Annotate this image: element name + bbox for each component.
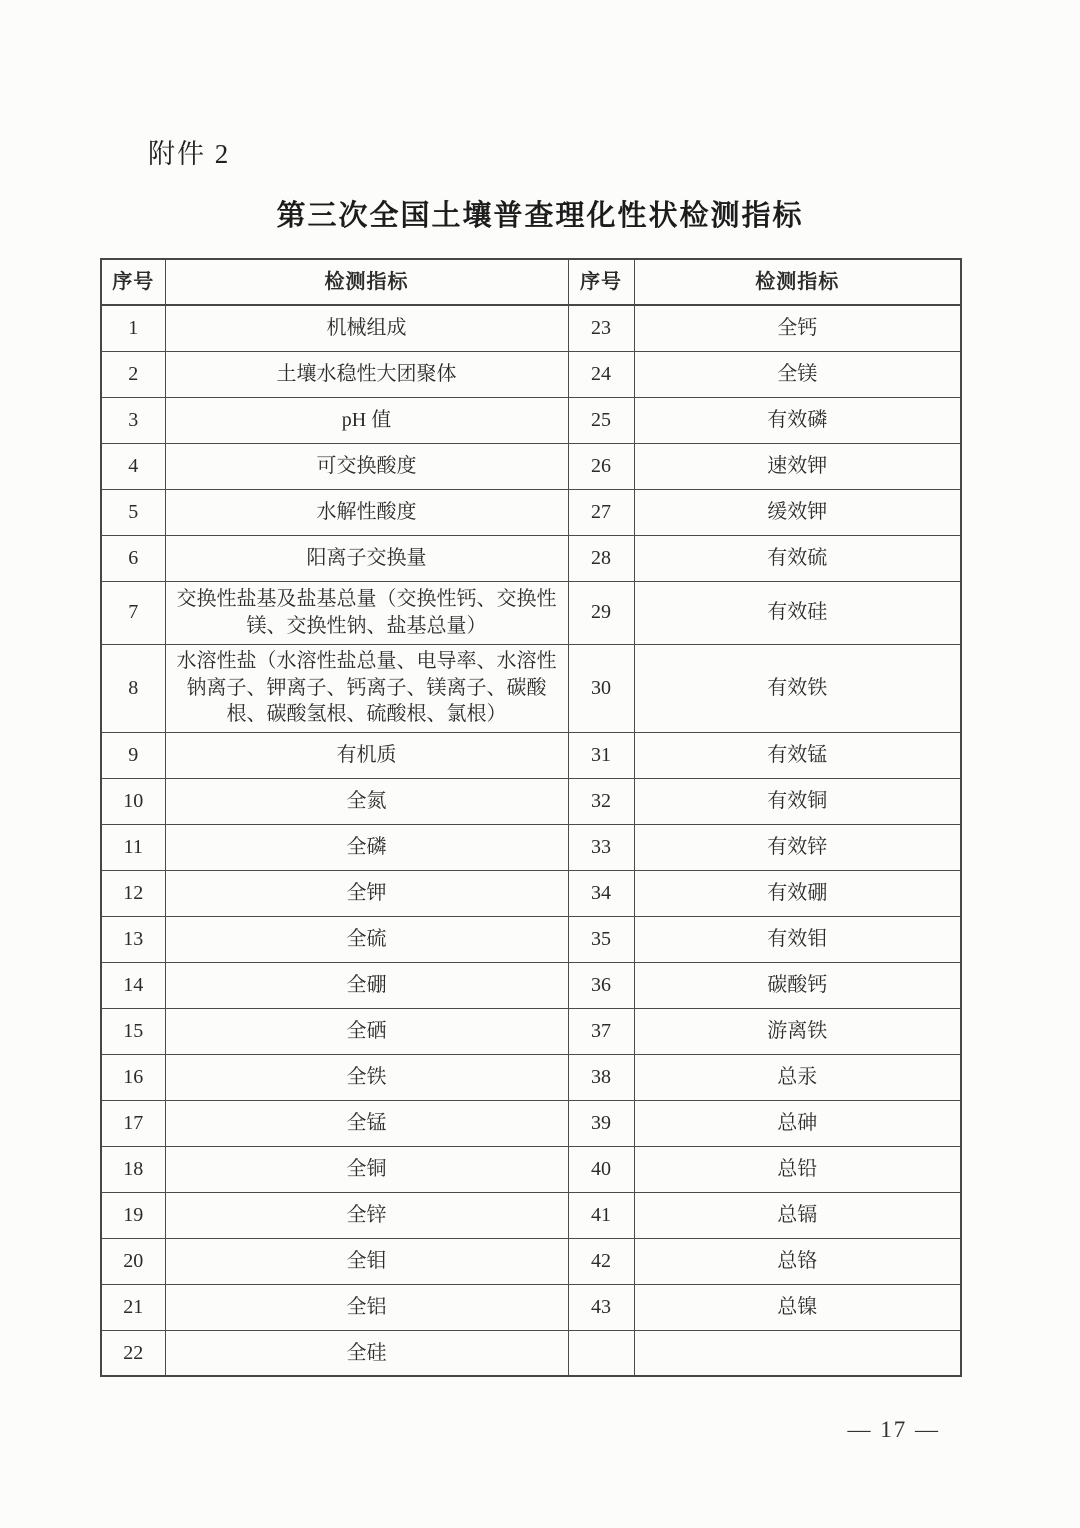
table-row bbox=[101, 305, 961, 351]
table-row bbox=[101, 1284, 961, 1330]
indicator-cell: 机械组成 bbox=[165, 305, 568, 351]
row-number-cell: 14 bbox=[101, 962, 165, 1008]
indicator-cell: pH 值 bbox=[165, 397, 568, 443]
page-title: 第三次全国土壤普查理化性状检测指标 bbox=[276, 200, 804, 232]
indicator-cell: 阳离子交换量 bbox=[165, 535, 568, 581]
row-number-cell: 3 bbox=[101, 397, 165, 443]
row-number-cell: 23 bbox=[568, 305, 634, 351]
table-row bbox=[101, 581, 961, 644]
table-row bbox=[101, 824, 961, 870]
row-number-cell: 28 bbox=[568, 535, 634, 581]
indicator-cell: 有效钼 bbox=[634, 916, 961, 962]
indicator-cell: 可交换酸度 bbox=[165, 443, 568, 489]
indicator-cell: 全磷 bbox=[165, 824, 568, 870]
table-row bbox=[101, 535, 961, 581]
row-number-cell: 15 bbox=[101, 1008, 165, 1054]
indicator-cell: 全铜 bbox=[165, 1146, 568, 1192]
row-number-cell: 33 bbox=[568, 824, 634, 870]
row-number-cell: 27 bbox=[568, 489, 634, 535]
table-row bbox=[101, 1100, 961, 1146]
table-row bbox=[101, 644, 961, 732]
row-number-cell: 31 bbox=[568, 732, 634, 778]
indicator-cell: 有效锰 bbox=[634, 732, 961, 778]
indicator-cell: 全锰 bbox=[165, 1100, 568, 1146]
header-indicator-right: 检测指标 bbox=[634, 259, 961, 305]
indicator-cell: 总砷 bbox=[634, 1100, 961, 1146]
row-number-cell: 2 bbox=[101, 351, 165, 397]
table-header-row bbox=[101, 259, 961, 305]
indicator-cell: 土壤水稳性大团聚体 bbox=[165, 351, 568, 397]
row-number-cell: 7 bbox=[101, 581, 165, 644]
row-number-cell: 35 bbox=[568, 916, 634, 962]
row-number-cell: 9 bbox=[101, 732, 165, 778]
indicator-cell: 水解性酸度 bbox=[165, 489, 568, 535]
row-number-cell: 1 bbox=[101, 305, 165, 351]
row-number-cell: 6 bbox=[101, 535, 165, 581]
row-number-cell: 4 bbox=[101, 443, 165, 489]
indicator-cell: 速效钾 bbox=[634, 443, 961, 489]
row-number-cell: 40 bbox=[568, 1146, 634, 1192]
indicator-cell: 全铝 bbox=[165, 1284, 568, 1330]
indicator-table bbox=[100, 258, 962, 1377]
indicator-cell: 全镁 bbox=[634, 351, 961, 397]
row-number-cell: 42 bbox=[568, 1238, 634, 1284]
indicator-cell: 水溶性盐（水溶性盐总量、电导率、水溶性钠离子、钾离子、钙离子、镁离子、碳酸根、碳酸氢根、硫酸根、氯根） bbox=[165, 644, 568, 732]
header-number-right: 序号 bbox=[568, 259, 634, 305]
indicator-cell: 全硅 bbox=[165, 1330, 568, 1376]
indicator-cell: 缓效钾 bbox=[634, 489, 961, 535]
table-row bbox=[101, 732, 961, 778]
table-row bbox=[101, 916, 961, 962]
indicator-cell: 交换性盐基及盐基总量（交换性钙、交换性镁、交换性钠、盐基总量） bbox=[165, 581, 568, 644]
row-number-cell: 32 bbox=[568, 778, 634, 824]
indicator-cell: 有效磷 bbox=[634, 397, 961, 443]
table-row bbox=[101, 1330, 961, 1376]
header-number-left: 序号 bbox=[101, 259, 165, 305]
indicator-cell: 总铅 bbox=[634, 1146, 961, 1192]
row-number-cell: 30 bbox=[568, 644, 634, 732]
row-number-cell: 18 bbox=[101, 1146, 165, 1192]
table-row bbox=[101, 1192, 961, 1238]
table-row bbox=[101, 962, 961, 1008]
indicator-cell: 有机质 bbox=[165, 732, 568, 778]
indicator-cell: 有效铁 bbox=[634, 644, 961, 732]
indicator-cell: 总铬 bbox=[634, 1238, 961, 1284]
indicator-cell: 全铁 bbox=[165, 1054, 568, 1100]
row-number-cell: 34 bbox=[568, 870, 634, 916]
indicator-cell: 全钙 bbox=[634, 305, 961, 351]
row-number-cell: 36 bbox=[568, 962, 634, 1008]
indicator-cell: 总镉 bbox=[634, 1192, 961, 1238]
table-row bbox=[101, 397, 961, 443]
table-row bbox=[101, 443, 961, 489]
row-number-cell: 29 bbox=[568, 581, 634, 644]
row-number-cell: 16 bbox=[101, 1054, 165, 1100]
table-row bbox=[101, 778, 961, 824]
row-number-cell: 12 bbox=[101, 870, 165, 916]
table-row bbox=[101, 1054, 961, 1100]
row-number-cell: 39 bbox=[568, 1100, 634, 1146]
table-row bbox=[101, 351, 961, 397]
table-row bbox=[101, 1238, 961, 1284]
row-number-cell: 13 bbox=[101, 916, 165, 962]
header-indicator-left: 检测指标 bbox=[165, 259, 568, 305]
indicator-cell bbox=[634, 1330, 961, 1376]
row-number-cell: 24 bbox=[568, 351, 634, 397]
row-number-cell: 38 bbox=[568, 1054, 634, 1100]
row-number-cell: 10 bbox=[101, 778, 165, 824]
table-row bbox=[101, 870, 961, 916]
table-row bbox=[101, 1146, 961, 1192]
indicator-cell: 游离铁 bbox=[634, 1008, 961, 1054]
indicator-cell: 全锌 bbox=[165, 1192, 568, 1238]
row-number-cell bbox=[568, 1330, 634, 1376]
indicator-cell: 碳酸钙 bbox=[634, 962, 961, 1008]
table-row bbox=[101, 1008, 961, 1054]
attachment-label: 附件 2 bbox=[148, 139, 231, 169]
row-number-cell: 19 bbox=[101, 1192, 165, 1238]
indicator-cell: 全硫 bbox=[165, 916, 568, 962]
row-number-cell: 41 bbox=[568, 1192, 634, 1238]
indicator-cell: 有效锌 bbox=[634, 824, 961, 870]
indicator-cell: 有效硼 bbox=[634, 870, 961, 916]
table-row bbox=[101, 489, 961, 535]
indicator-cell: 全钼 bbox=[165, 1238, 568, 1284]
row-number-cell: 22 bbox=[101, 1330, 165, 1376]
row-number-cell: 11 bbox=[101, 824, 165, 870]
indicator-cell: 全氮 bbox=[165, 778, 568, 824]
indicator-cell: 总汞 bbox=[634, 1054, 961, 1100]
row-number-cell: 17 bbox=[101, 1100, 165, 1146]
row-number-cell: 25 bbox=[568, 397, 634, 443]
indicator-cell: 有效硫 bbox=[634, 535, 961, 581]
indicator-cell: 全硼 bbox=[165, 962, 568, 1008]
row-number-cell: 43 bbox=[568, 1284, 634, 1330]
indicator-cell: 全硒 bbox=[165, 1008, 568, 1054]
page-number: — 17 — bbox=[847, 1417, 940, 1442]
row-number-cell: 37 bbox=[568, 1008, 634, 1054]
row-number-cell: 8 bbox=[101, 644, 165, 732]
indicator-cell: 全钾 bbox=[165, 870, 568, 916]
row-number-cell: 21 bbox=[101, 1284, 165, 1330]
indicator-cell: 有效铜 bbox=[634, 778, 961, 824]
row-number-cell: 5 bbox=[101, 489, 165, 535]
row-number-cell: 26 bbox=[568, 443, 634, 489]
indicator-cell: 总镍 bbox=[634, 1284, 961, 1330]
indicator-cell: 有效硅 bbox=[634, 581, 961, 644]
row-number-cell: 20 bbox=[101, 1238, 165, 1284]
